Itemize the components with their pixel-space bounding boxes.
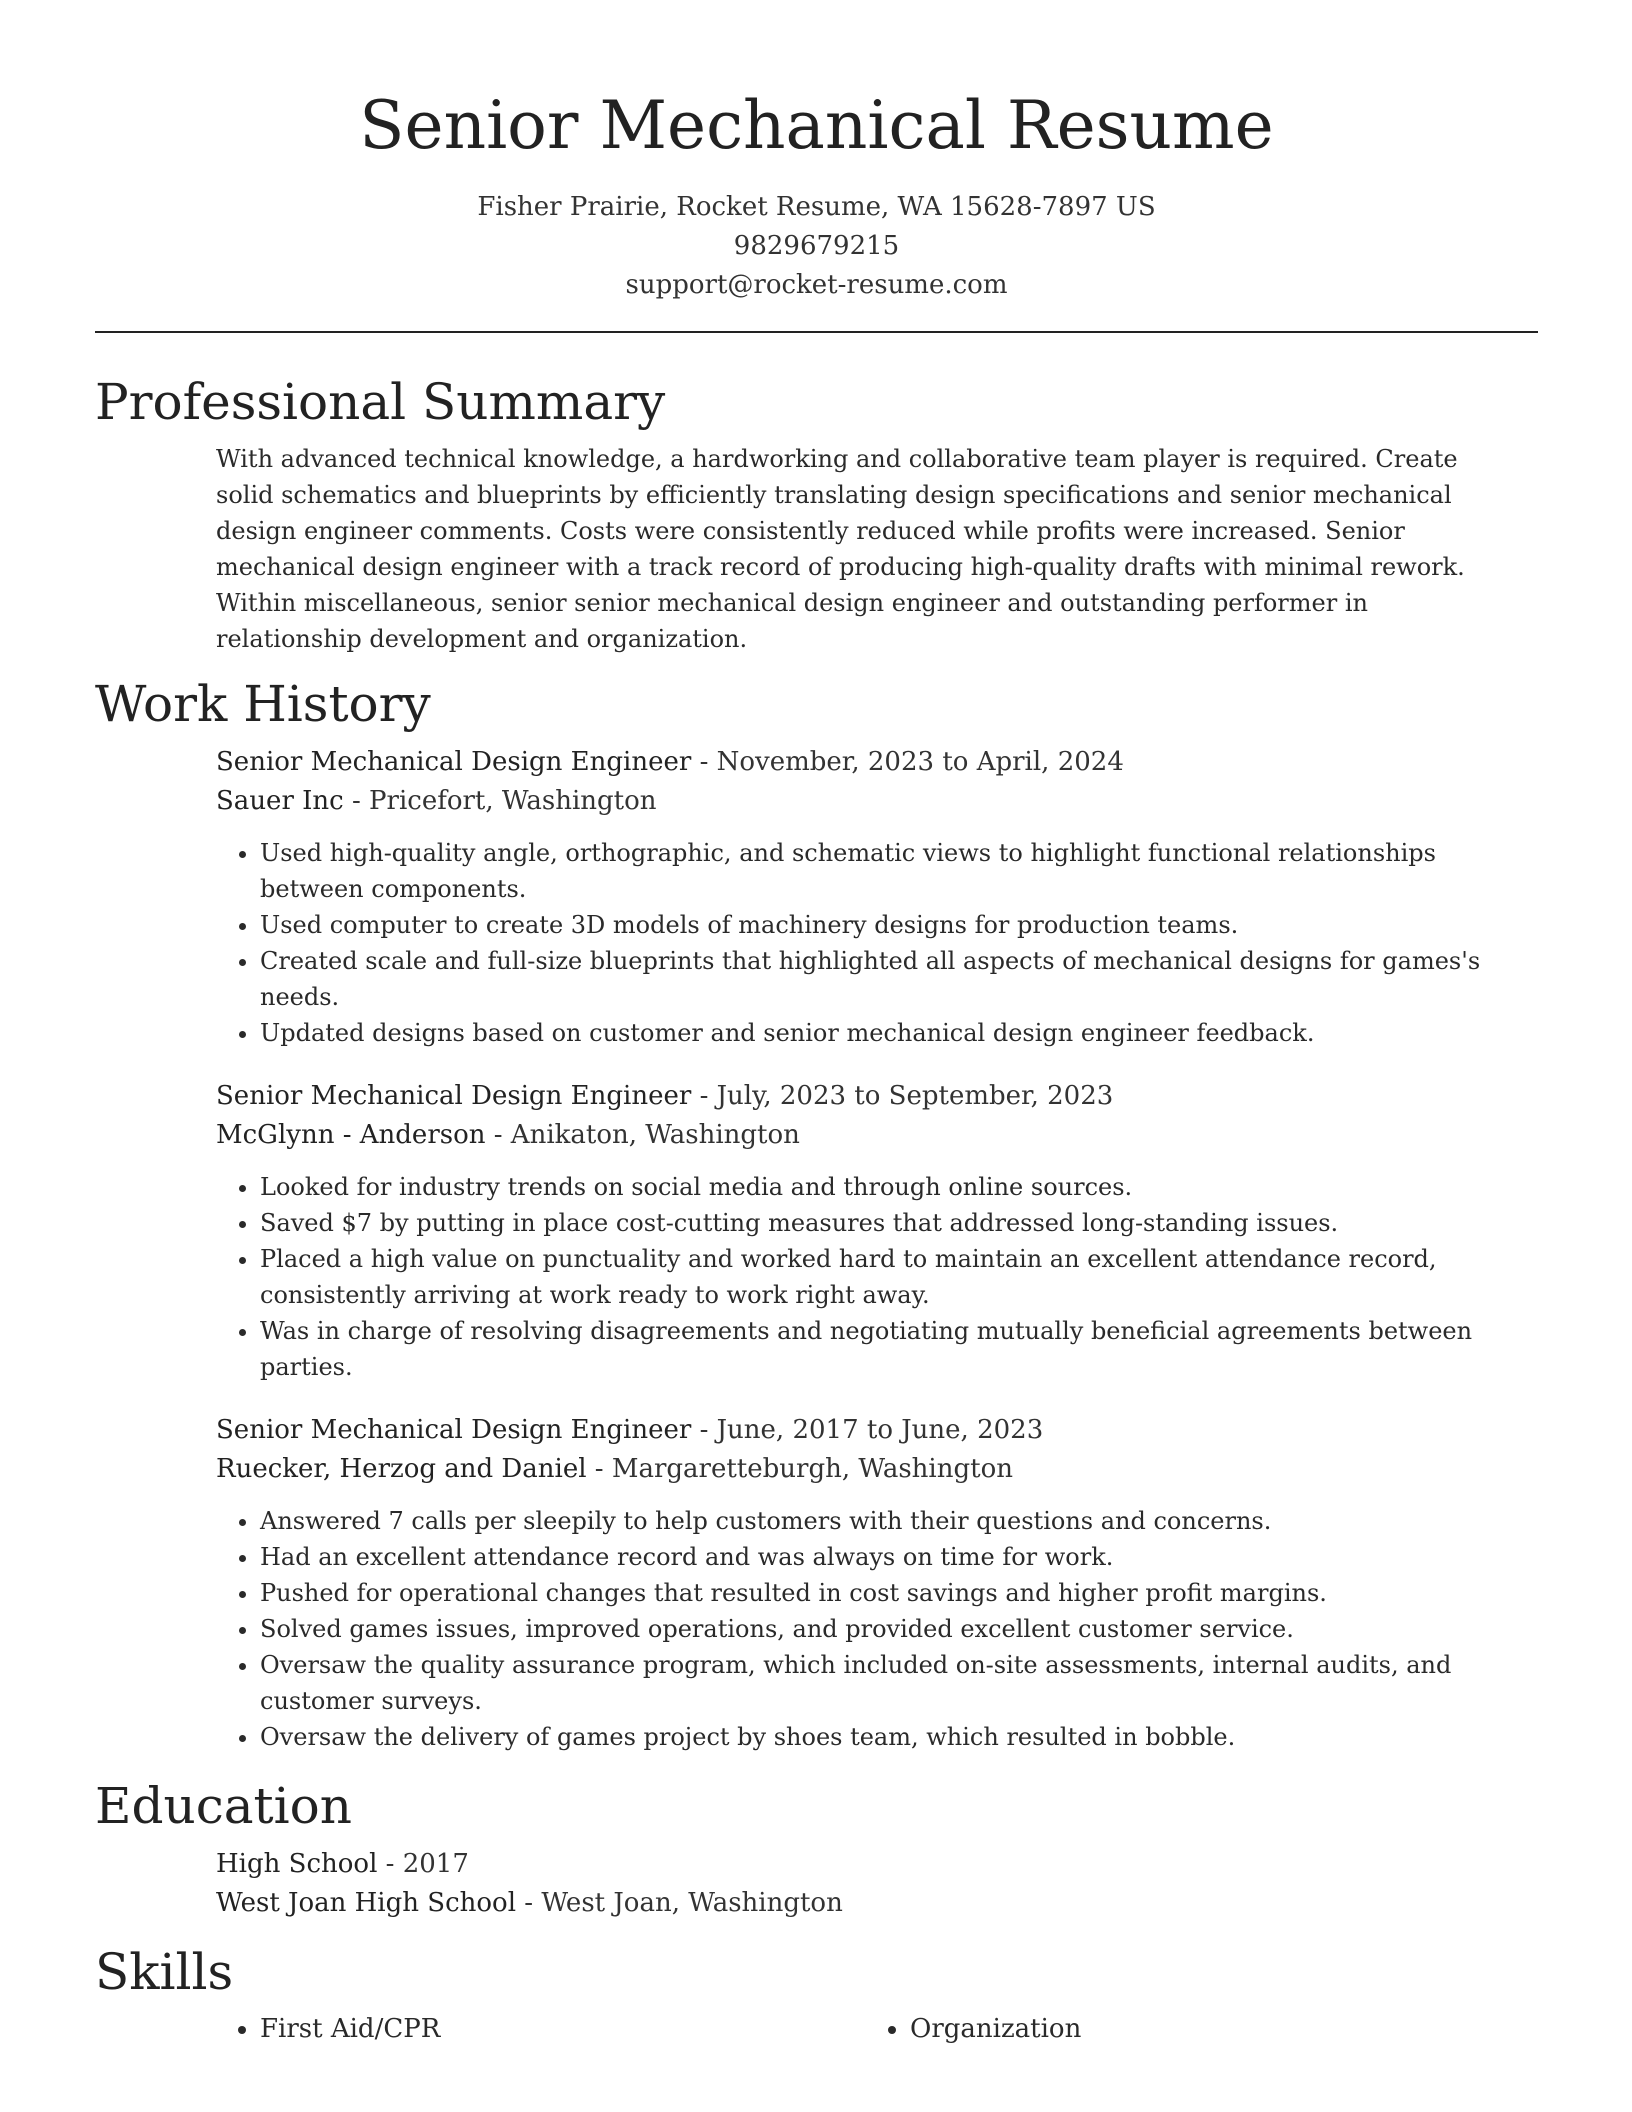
job-bullets <box>216 835 1538 1051</box>
list-item: • Had an excellent attendance record and was always on time for work. <box>260 1539 1538 1575</box>
summary-heading: Professional Summary <box>95 373 666 431</box>
resume-header <box>95 0 1538 305</box>
work-history-section <box>95 673 1538 1755</box>
job-location: - Margaretteburgh, Washington <box>586 1454 1013 1484</box>
education-location: - West Joan, Washington <box>516 1888 843 1918</box>
list-item: • Pushed for operational changes that resulted in cost savings and higher profit margins. <box>260 1575 1538 1611</box>
list-item: • Was in charge of resolving disagreements and negotiating mutually beneficial agreements between parties. <box>260 1313 1538 1385</box>
job-role: Senior Mechanical Design Engineer <box>216 1415 692 1445</box>
list-item: • Organization <box>910 2011 1516 2047</box>
skills-section <box>95 1941 1538 2047</box>
job-entry <box>216 1077 1538 1385</box>
list-item: • Placed a high value on punctuality and worked hard to maintain an excellent attendance record, consistently arriving at work ready to work right away. <box>260 1241 1538 1313</box>
job-role: Senior Mechanical Design Engineer <box>216 1081 692 1111</box>
list-item: • Used high-quality angle, orthographic, and schematic views to highlight functional relationships between components. <box>260 835 1538 907</box>
job-company: McGlynn - Anderson <box>216 1120 486 1150</box>
job-dates: - November, 2023 to April, 2024 <box>691 747 1124 777</box>
job-title-line <box>216 743 1538 782</box>
resume-page <box>95 0 1538 2112</box>
skills-list-right <box>866 2011 1516 2047</box>
education-degree-line <box>216 1845 1538 1884</box>
contact-phone: 9829679215 <box>733 231 900 261</box>
list-item: • Answered 7 calls per sleepily to help customers with their questions and concerns. <box>260 1503 1538 1539</box>
job-title-line <box>216 1411 1538 1450</box>
job-role: Senior Mechanical Design Engineer <box>216 747 692 777</box>
education-section <box>95 1775 1538 1923</box>
job-company-line <box>216 1116 1538 1155</box>
list-item: • Created scale and full-size blueprints that highlighted all aspects of mechanical designs for games's needs. <box>260 943 1538 1015</box>
contact-email: support@rocket-resume.com <box>625 270 1008 300</box>
contact-block <box>95 188 1538 305</box>
education-school: West Joan High School <box>216 1888 517 1918</box>
list-item: • Oversaw the delivery of games project by shoes team, which resulted in bobble. <box>260 1719 1538 1755</box>
job-location: - Pricefort, Washington <box>343 786 657 816</box>
job-entry <box>216 1411 1538 1755</box>
job-location: - Anikaton, Washington <box>485 1120 800 1150</box>
job-dates: - July, 2023 to September, 2023 <box>691 1081 1114 1111</box>
skills-list-left <box>216 2011 866 2047</box>
job-bullets <box>216 1169 1538 1385</box>
job-entry <box>216 743 1538 1051</box>
skills-grid <box>216 2011 1538 2047</box>
job-company: Sauer Inc <box>216 786 344 816</box>
skills-heading: Skills <box>95 1943 234 2001</box>
job-company: Ruecker, Herzog and Daniel <box>216 1454 587 1484</box>
job-company-line <box>216 1450 1538 1489</box>
education-school-line <box>216 1884 1538 1923</box>
list-item: • Used computer to create 3D models of machinery designs for production teams. <box>260 907 1538 943</box>
education-heading: Education <box>95 1777 352 1835</box>
education-year: - 2017 <box>377 1849 469 1879</box>
summary-text: With advanced technical knowledge, a hardworking and collaborative team player is required. Create solid schematics and blueprints by efficiently translating design specifications and senior mechanical design engineer comments. Costs were consistently reduced while profits were increased. Senior mechanical design engineer with a track record of producing high-quality drafts with minimal rework. Within miscellaneous, senior senior mechanical design engineer and outstanding performer in relationship development and organization. <box>216 445 1465 653</box>
list-item: • Looked for industry trends on social media and through online sources. <box>260 1169 1538 1205</box>
job-bullets <box>216 1503 1538 1755</box>
list-item: • Saved $7 by putting in place cost-cutting measures that addressed long-standing issues. <box>260 1205 1538 1241</box>
contact-address: Fisher Prairie, Rocket Resume, WA 15628-7897 US <box>477 192 1156 222</box>
list-item: • Oversaw the quality assurance program, which included on-site assessments, internal audits, and customer surveys. <box>260 1647 1538 1719</box>
work-history-heading: Work History <box>95 675 431 733</box>
job-title-line <box>216 1077 1538 1116</box>
list-item: • Solved games issues, improved operations, and provided excellent customer service. <box>260 1611 1538 1647</box>
list-item: • Updated designs based on customer and senior mechanical design engineer feedback. <box>260 1015 1538 1051</box>
header-divider <box>95 331 1538 333</box>
resume-title: Senior Mechanical Resume <box>359 87 1274 164</box>
job-company-line <box>216 782 1538 821</box>
job-dates: - June, 2017 to June, 2023 <box>691 1415 1044 1445</box>
education-degree: High School <box>216 1849 378 1879</box>
list-item: • First Aid/CPR <box>260 2011 866 2047</box>
summary-section <box>95 371 1538 657</box>
